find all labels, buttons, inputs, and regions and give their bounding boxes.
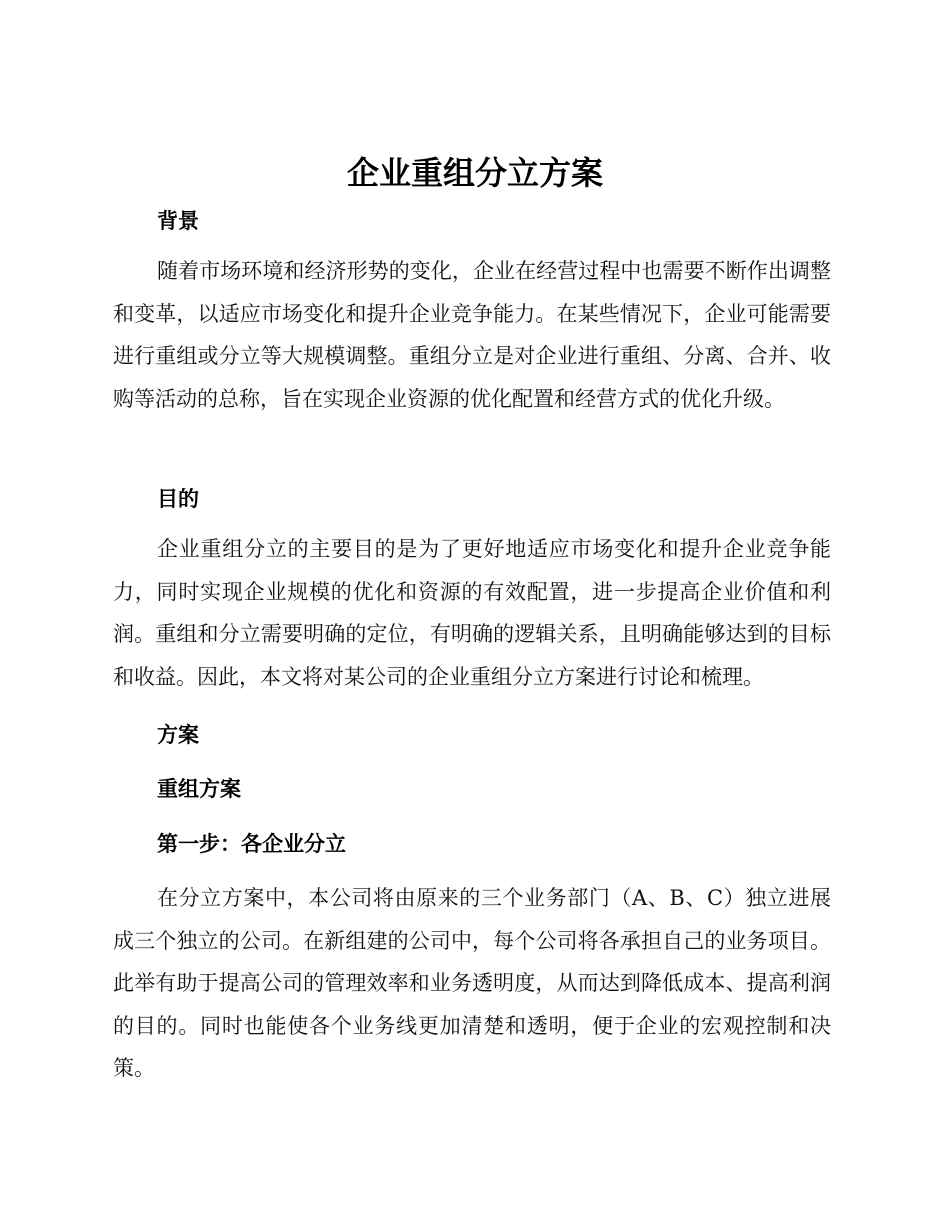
section-heading-purpose: 目的 [157, 487, 199, 511]
document-title: 企业重组分立方案 [346, 154, 603, 192]
step1-paragraph: 在分立方案中，本公司将由原来的三个业务部门（A、B、C）独立进展成三个独立的公司。在新组建的公司中，每个公司将各承担自己的业务项目。此举有助于提高公司的管理效率和业务透明度，从而达到降低成本、提高利润的目的。同时也能使各个业务线更加清楚和透明，便于企业的宏观控制和决策。 [113, 886, 831, 1080]
section-heading-background: 背景 [157, 209, 199, 233]
section-heading-plan: 方案 [157, 723, 199, 747]
background-paragraph: 随着市场环境和经济形势的变化，企业在经营过程中也需要不断作出调整和变革，以适应市场变化和提升企业竞争能力。在某些情况下，企业可能需要进行重组或分立等大规模调整。重组分立是对企业进行重组、分离、合并、收购等活动的总称，旨在实现企业资源的优化配置和经营方式的优化升级。 [113, 259, 831, 411]
purpose-paragraph: 企业重组分立的主要目的是为了更好地适应市场变化和提升企业竞争能力，同时实现企业规模的优化和资源的有效配置，进一步提高企业价值和利润。重组和分立需要明确的定位，有明确的逻辑关系，且明确能够达到的目标和收益。因此，本文将对某公司的企业重组分立方案进行讨论和梳理。 [113, 537, 831, 689]
step1-heading: 第一步：各企业分立 [157, 832, 346, 856]
subheading-restructure-plan: 重组方案 [157, 777, 241, 801]
